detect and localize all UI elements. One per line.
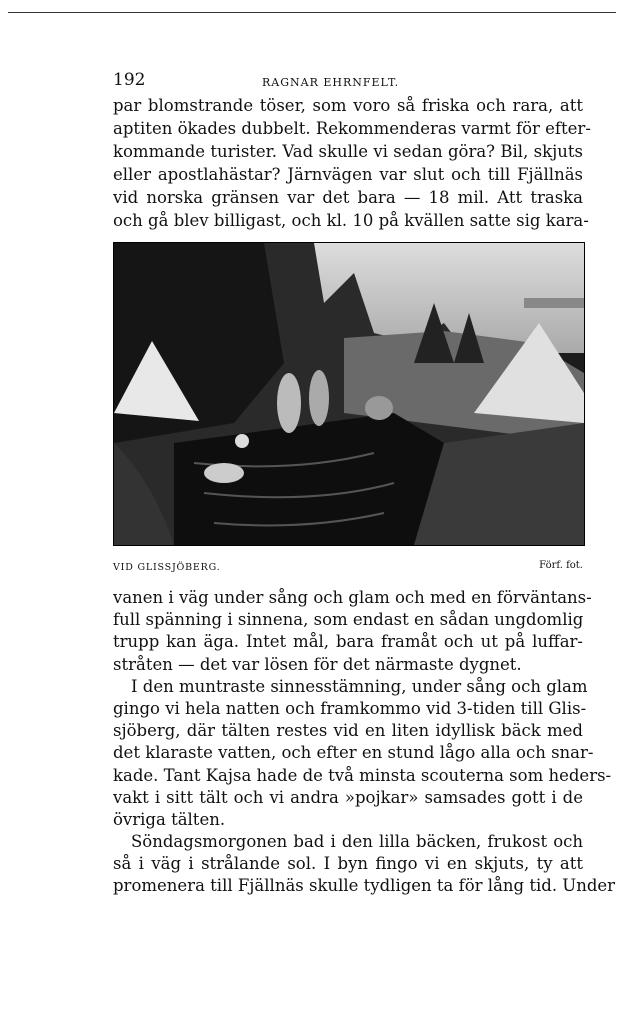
text-line: full spänning i sinnena, som endast en sådan ungdomlig (113, 610, 584, 630)
text-line: kade. Tant Kajsa hade de två minsta scouterna som heders- (113, 765, 612, 785)
photo-illustration (114, 243, 584, 545)
page-number: 192 (113, 70, 146, 90)
text-line: sjöberg, där tälten restes vid en liten idyllisk bäck med (113, 721, 583, 741)
text-line: övriga tälten. (113, 809, 226, 829)
running-head: RAGNAR EHRNFELT. (262, 76, 400, 89)
text-line: vanen i väg under sång och glam och med en förväntans- (113, 588, 592, 607)
text-line: par blomstrande töser, som voro så friska och rara, att (113, 96, 583, 115)
text-line: trupp kan äga. Intet mål, bara framåt och ut på luffar- (113, 632, 583, 652)
figure-caption: VID GLISSJÖBERG. (113, 562, 221, 573)
text-line: och gå blev billigast, och kl. 10 på kvällen satte sig kara- (113, 211, 589, 230)
text-line: I den muntraste sinnesstämning, under sång och glam (131, 676, 588, 696)
paragraph-top (113, 94, 591, 232)
text-line: vid norska gränsen var det bara — 18 mil. Att traska (113, 188, 583, 207)
text-line: så i väg i strålande sol. I byn fingo vi en skjuts, ty att (113, 854, 583, 874)
text-line: gingo vi hela natten och framkommo vid 3-tiden till Glis- (113, 698, 587, 718)
text-line: promenera till Fjällnäs skulle tydligen ta för lång tid. Under (113, 876, 616, 896)
text-line: eller apostlahästar? Järnvägen var slut och till Fjällnäs (113, 165, 583, 184)
paragraph-bottom (113, 587, 616, 898)
text-line: det klaraste vatten, och efter en stund lågo alla och snar- (113, 743, 594, 763)
top-rule (8, 12, 616, 13)
text-line: aptiten ökades dubbelt. Rekommenderas varmt för efter- (113, 119, 591, 138)
photograph-camp-by-stream (113, 242, 585, 546)
photo-credit: Förf. fot. (539, 560, 583, 571)
text-line: kommande turister. Vad skulle vi sedan göra? Bil, skjuts (113, 142, 583, 161)
text-line: vakt i sitt tält och vi andra »pojkar» samsades gott i de (113, 787, 583, 807)
text-line: Söndagsmorgonen bad i den lilla bäcken, frukost och (131, 832, 583, 852)
text-line: stråten — det var lösen för det närmaste dygnet. (113, 654, 522, 674)
